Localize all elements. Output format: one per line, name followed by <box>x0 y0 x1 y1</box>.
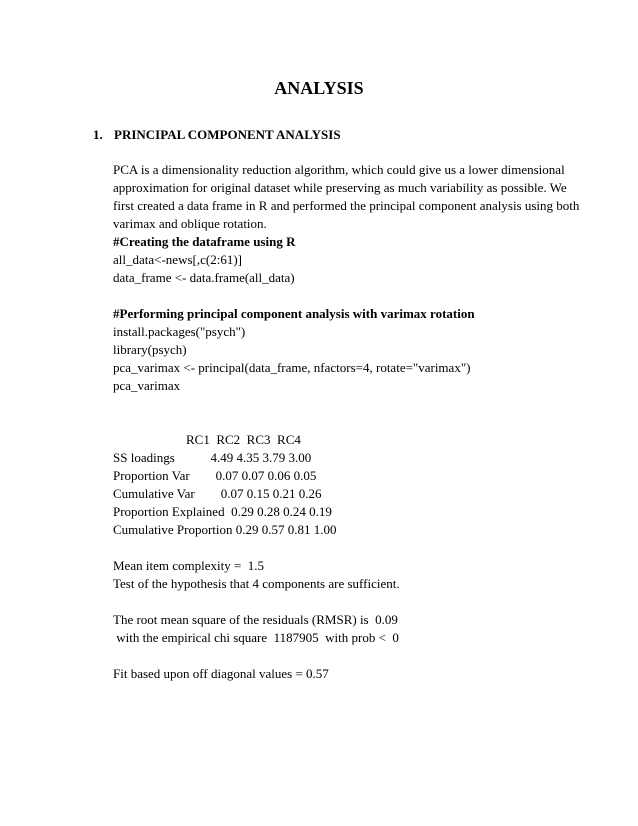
spacer <box>113 395 573 431</box>
output-table-row: Proportion Explained 0.29 0.28 0.24 0.19 <box>113 504 332 519</box>
code-line: pca_varimax <box>113 378 181 393</box>
hypothesis-test: Test of the hypothesis that 4 components are sufficient. <box>113 576 400 591</box>
section-number: 1. <box>93 127 103 142</box>
code-line: data_frame <- data.frame(all_data) <box>113 270 295 285</box>
page-title: ANALYSIS <box>274 78 364 98</box>
section-title: PRINCIPAL COMPONENT ANALYSIS <box>114 127 341 142</box>
intro-line: first created a data frame in R and performed the principal component analysis using both <box>113 198 580 213</box>
section-body <box>113 161 580 683</box>
code-line: pca_varimax <- principal(data_frame, nfactors=4, rotate="varimax") <box>113 360 471 375</box>
code-line: library(psych) <box>113 342 187 357</box>
rmsr-line: The root mean square of the residuals (RMSR) is 0.09 <box>113 612 398 627</box>
spacer <box>113 647 573 665</box>
code-comment-create-dataframe: #Creating the dataframe using R <box>113 234 296 249</box>
output-table-row: Cumulative Var 0.07 0.15 0.21 0.26 <box>113 486 322 501</box>
spacer <box>113 539 573 557</box>
intro-line: approximation for original dataset while preserving as much variability as possible. We <box>113 180 567 195</box>
spacer <box>113 593 573 611</box>
intro-line: varimax and oblique rotation. <box>113 216 267 231</box>
code-comment-pca-varimax: #Performing principal component analysis with varimax rotation <box>113 306 475 321</box>
code-line: install.packages("psych") <box>113 324 246 339</box>
chi-square-line: with the empirical chi square 1187905 with prob < 0 <box>113 630 399 645</box>
mean-item-complexity: Mean item complexity = 1.5 <box>113 558 265 573</box>
section-heading <box>93 126 341 144</box>
output-table-row: SS loadings 4.49 4.35 3.79 3.00 <box>113 450 312 465</box>
intro-line: PCA is a dimensionality reduction algorithm, which could give us a lower dimensional <box>113 162 565 177</box>
code-line: all_data<-news[,c(2:61)] <box>113 252 242 267</box>
output-table-row: Cumulative Proportion 0.29 0.57 0.81 1.00 <box>113 522 337 537</box>
output-table-row: Proportion Var 0.07 0.07 0.06 0.05 <box>113 468 317 483</box>
fit-line: Fit based upon off diagonal values = 0.57 <box>113 666 329 681</box>
spacer <box>113 287 573 305</box>
output-table-header: RC1 RC2 RC3 RC4 <box>186 432 301 447</box>
